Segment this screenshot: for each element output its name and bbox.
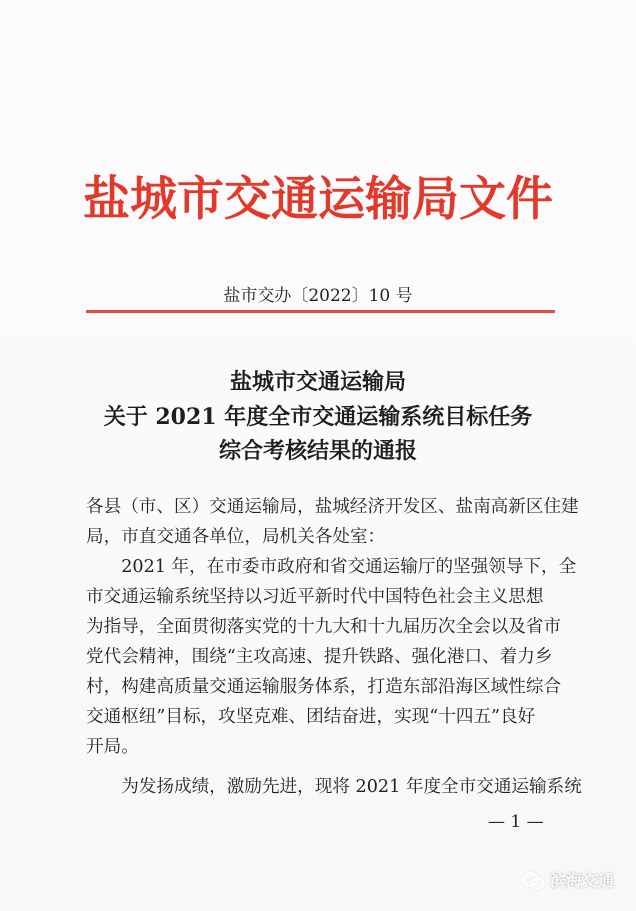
document-number: 盐市交办〔2022〕10 号 (223, 286, 413, 306)
notice-body (86, 492, 582, 802)
notice-title-line-3: 综合考核结果的通报 (218, 438, 417, 464)
body-line: 市交通运输系统坚持以习近平新时代中国特色社会主义思想 (86, 587, 544, 607)
body-line: 2021 年，在市委市政府和省交通运输厅的坚强领导下，全 (86, 557, 577, 577)
page-number: — 1 — (488, 812, 544, 832)
body-line: 为指导，全面贯彻落实党的十九大和十九届历次全会以及省市 (86, 617, 562, 637)
body-line: 交通枢纽”目标，攻坚克难、团结奋进，实现“十四五”良好 (86, 707, 536, 727)
body-line: 党代会精神，围绕“主攻高速、提升铁路、强化港口、着力乡 (86, 647, 553, 667)
red-divider-line (86, 310, 555, 313)
watermark-text: 滨海交通 (550, 871, 615, 890)
notice-title-line-2: 关于 2021 年度全市交通运输系统目标任务 (103, 404, 533, 430)
document-header-title: 盐城市交通运输局文件 (83, 172, 553, 227)
wechat-icon (522, 871, 544, 889)
body-line: 开局。 (86, 737, 139, 757)
body-line: 局，市直交通各单位，局机关各处室： (86, 527, 386, 547)
notice-title-line-1: 盐城市交通运输局 (229, 369, 406, 395)
body-line: 各县（市、区）交通运输局，盐城经济开发区、盐南高新区住建 (86, 497, 579, 517)
wechat-watermark (522, 868, 614, 891)
body-line: 村，构建高质量交通运输服务体系，打造东部沿海区域性综合 (86, 677, 562, 697)
body-line: 为发扬成绩，激励先进，现将 2021 年度全市交通运输系统 (86, 777, 582, 797)
